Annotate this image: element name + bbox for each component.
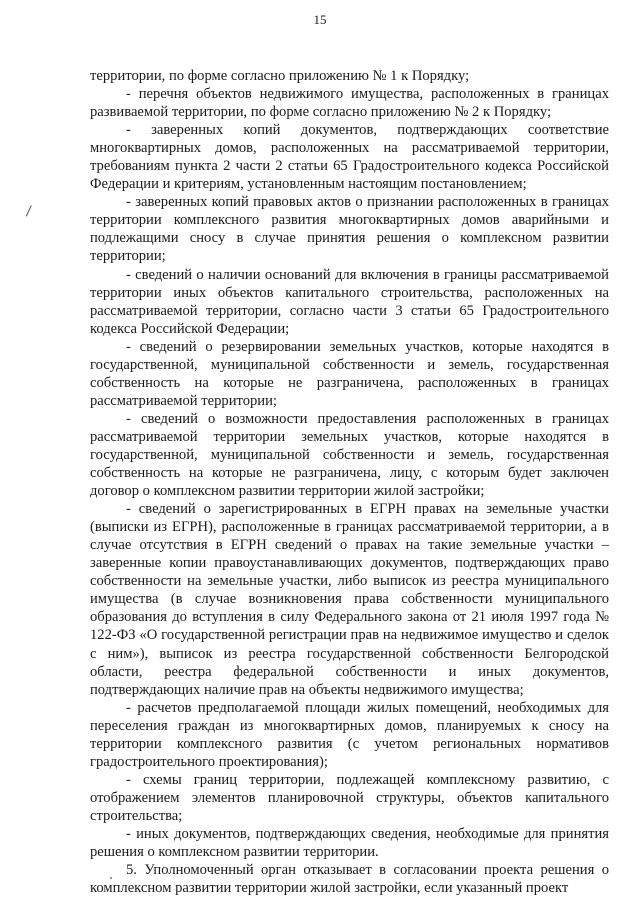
paragraph: 5. Уполномоченный орган отказывает в согласовании проекта решения о комплексном развитии территории жилой застройки, если указанный проект: [90, 862, 609, 897]
paragraph: - иных документов, подтверждающих сведения, необходимые для принятия решения о комплексном развитии территории.: [90, 825, 609, 861]
paragraph: территории, по форме согласно приложению № 1 к Порядку;: [90, 68, 470, 84]
paragraph: - сведений о возможности предоставления расположенных в границах рассматриваемой территории земельных участков, которые находятся в государственной, муниципальной собственности и земель, государственная собственность на которые не разграничена, лицу, с которым будет заключен договор о комплексном развитии территории жилой застройки;: [90, 410, 609, 500]
paragraph: - схемы границ территории, подлежащей комплексному развитию, с отображением элементов планировочной структуры, объектов капитального строительства;: [90, 771, 609, 824]
paragraph: - сведений о резервировании земельных участков, которые находятся в государственной, муниципальной собственности и земель, государственная собственность на которые не разграничена, расположенных в границах рассматриваемой территории;: [90, 338, 609, 409]
paragraph: - сведений о зарегистрированных в ЕГРН правах на земельные участки (выписки из ЕГРН), расположенные в границах рассматриваемой территории, а в случае отсутствия в ЕГРН сведений о правах на такие земельные участки – заверенные копии правоустанавливающих документов, подтверждающих право собственности на земельные участки, либо выписок из реестра муниципального имущества (в случае возникновения права собственности муниципального образования до вступления в силу Федерального закона от 21 июля 1997 года № 122-ФЗ «О государственной регистрации прав на недвижимое имущество и сделок с ним»), выписок из реестра государственной собственности Белгородской области, реестра федеральной собственности и иных документов, подтверждающих наличие прав на объекты недвижимого имущества;: [90, 501, 609, 698]
margin-mark: [26, 205, 37, 218]
paragraph: - заверенных копий документов, подтверждающих соответствие многоквартирных домов, расположенных на рассматриваемой территории, требованиям пункта 2 части 2 статьи 65 Градостроительного кодекса Российской Федерации и критериям, установленным настоящим постановлением;: [90, 122, 609, 193]
document-body: [90, 67, 609, 897]
paragraph: - расчетов предполагаемой площади жилых помещений, необходимых для переселения граждан из многоквартирных домов, планируемых к сносу на территории комплексного развития (с учетом региональных нормативов градостроительного проектирования);: [90, 699, 609, 770]
paragraph: - заверенных копий правовых актов о признании расположенных в границах территории комплексного развития многоквартирных домов аварийными и подлежащими сносу в случае принятия решения о комплексном развитии территории;: [90, 194, 609, 265]
paragraph: - сведений о наличии оснований для включения в границы рассматриваемой территории иных объектов капитального строительства, расположенных на рассматриваемой территории, согласно части 3 статьи 65 Градостроительного кодекса Российской Федерации;: [90, 266, 609, 337]
paragraph: - перечня объектов недвижимого имущества, расположенных в границах развиваемой территории, по форме согласно приложению № 2 к Порядку;: [90, 86, 609, 121]
page-number: 15: [313, 12, 327, 27]
scan-speck: [110, 877, 112, 879]
